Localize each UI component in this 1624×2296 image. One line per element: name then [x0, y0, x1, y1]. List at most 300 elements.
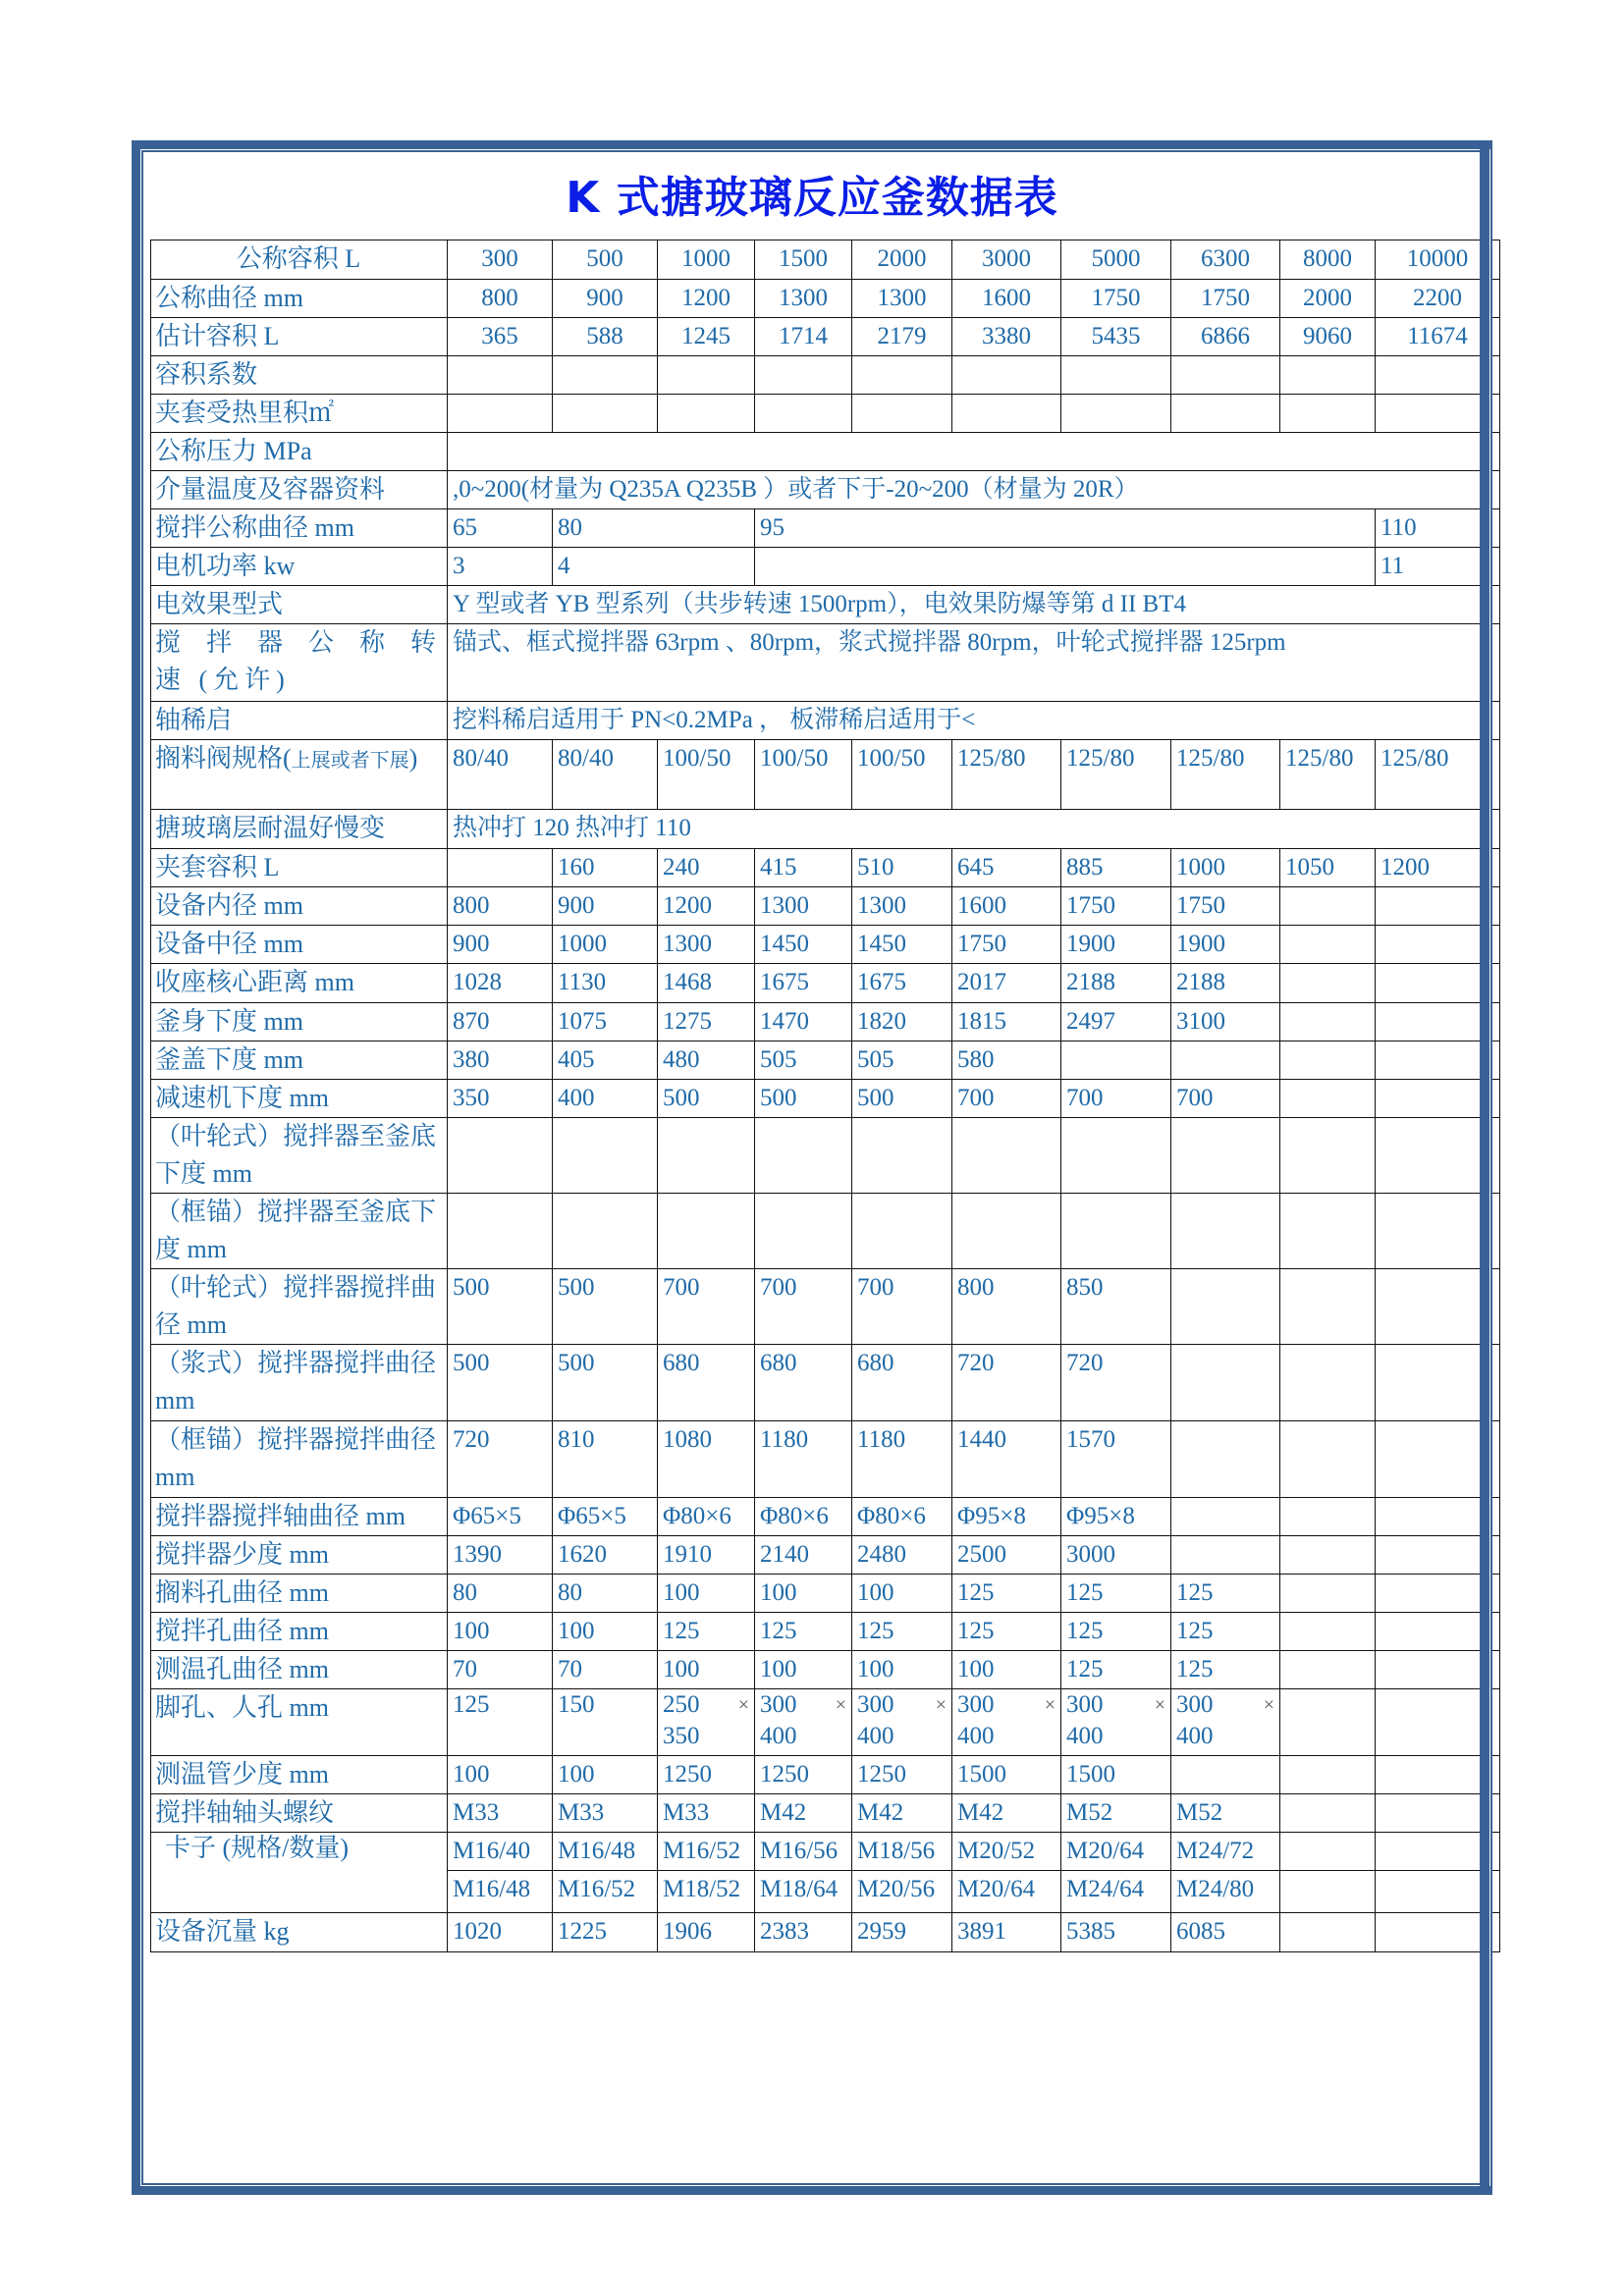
value-cell: 100/50 — [755, 740, 852, 810]
value-cell: M52 — [1061, 1794, 1171, 1833]
row-medium-temperature — [151, 471, 1500, 509]
value-cell: 1750 — [1171, 280, 1280, 318]
value-cell: Y 型或者 YB 型系列（共步转速 1500rpm），电效果防爆等第 d II BT4 — [448, 586, 1500, 624]
value-cell: 热冲打 120 热冲打 110 — [448, 810, 1500, 849]
dimension-a: 300 — [1066, 1691, 1104, 1718]
dimension-a: 300 — [957, 1691, 995, 1718]
value-cell: M42 — [852, 1794, 952, 1833]
value-cell: ,0~200(材量为 Q235A Q235B ）或者下于-20~200（材量为 20R） — [448, 471, 1500, 509]
value-cell: M16/48 — [448, 1871, 553, 1913]
value-cell: 2179 — [852, 318, 952, 356]
value-cell: 1906 — [658, 1913, 755, 1952]
value-cell: 1900 — [1061, 926, 1171, 964]
value-cell: 680 — [755, 1345, 852, 1421]
times-sign: × — [935, 1694, 947, 1716]
empty-cell — [1280, 395, 1376, 433]
value-cell: 100 — [658, 1575, 755, 1613]
value-cell: 100 — [448, 1613, 553, 1651]
value-cell: 800 — [448, 887, 553, 926]
value-cell — [1280, 1913, 1376, 1952]
times-sign: × — [1263, 1694, 1274, 1716]
value-cell: 700 — [1171, 1080, 1280, 1118]
value-cell: 505 — [755, 1041, 852, 1080]
value-cell: 1225 — [553, 1913, 658, 1952]
value-cell: 100 — [755, 1651, 852, 1689]
empty-cell — [448, 356, 553, 395]
value-cell: 2000 — [1280, 280, 1376, 318]
value-cell: Φ65×5 — [553, 1498, 658, 1536]
value-cell: 160 — [553, 849, 658, 887]
row-shaft-thread — [151, 1794, 1500, 1833]
value-cell: 5385 — [1061, 1913, 1171, 1952]
value-cell: 1750 — [1061, 280, 1171, 318]
value-cell: 9060 — [1280, 318, 1376, 356]
empty-cell — [852, 1118, 952, 1194]
label-end: ) — [408, 744, 418, 773]
value-cell: 65 — [448, 509, 553, 548]
value-cell: 850 — [1061, 1269, 1171, 1345]
value-cell — [1061, 1041, 1171, 1080]
row-nominal-diameter — [151, 280, 1500, 318]
dimension-a: 150 — [558, 1691, 595, 1718]
empty-cell — [658, 1118, 755, 1194]
value-cell: M24/80 — [1171, 1871, 1280, 1913]
value-cell: 2017 — [952, 964, 1061, 1003]
value-cell: 1300 — [755, 280, 852, 318]
value-cell: 100 — [658, 1651, 755, 1689]
value-cell: 1300 — [852, 887, 952, 926]
value-cell: M33 — [448, 1794, 553, 1833]
value-cell: M52 — [1171, 1794, 1280, 1833]
value-cell: 1675 — [852, 964, 952, 1003]
row-label: 搅拌器搅拌轴曲径 mm — [151, 1498, 448, 1536]
dimension-b: 400 — [760, 1723, 797, 1749]
value-cell: 3100 — [1171, 1003, 1280, 1041]
value-cell: 1180 — [755, 1421, 852, 1498]
row-volume-coefficient — [151, 356, 1500, 395]
row-equipment-weight — [151, 1913, 1500, 1952]
row-label: 测温孔曲径 mm — [151, 1651, 448, 1689]
row-label: 减速机下度 mm — [151, 1080, 448, 1118]
times-sign: × — [835, 1694, 846, 1716]
value-cell: 100 — [952, 1651, 1061, 1689]
value-cell: 900 — [553, 280, 658, 318]
value-cell — [755, 1689, 852, 1756]
row-temp-tube-length — [151, 1756, 1500, 1794]
row-label — [151, 740, 448, 810]
row-label: 公称压力 MPa — [151, 433, 448, 471]
empty-cell — [658, 1194, 755, 1269]
empty-cell — [448, 1194, 553, 1269]
value-cell: 125 — [1061, 1575, 1171, 1613]
row-nominal-volume — [151, 240, 1500, 280]
row-motor-power — [151, 548, 1500, 586]
row-paddle-diameter — [151, 1345, 1500, 1421]
value-cell — [1280, 964, 1376, 1003]
empty-cell — [852, 395, 952, 433]
value-cell: 2500 — [952, 1536, 1061, 1575]
value-cell: M20/52 — [952, 1833, 1061, 1871]
value-cell — [448, 1689, 553, 1756]
row-label: 搪玻璃层耐温好慢变 — [151, 810, 448, 849]
value-cell: 4 — [553, 548, 755, 586]
value-cell: 505 — [852, 1041, 952, 1080]
value-cell: 580 — [952, 1041, 1061, 1080]
row-jacket-volume — [151, 849, 1500, 887]
value-cell: 80 — [553, 509, 755, 548]
value-cell: Φ80×6 — [755, 1498, 852, 1536]
value-cell: 1000 — [1171, 849, 1280, 887]
empty-cell — [852, 356, 952, 395]
empty-cell — [952, 356, 1061, 395]
value-cell: 870 — [448, 1003, 553, 1041]
value-cell — [1171, 1498, 1280, 1536]
value-cell — [1061, 1689, 1171, 1756]
value-cell — [1171, 1536, 1280, 1575]
dimension-b: 400 — [857, 1723, 894, 1749]
empty-cell — [448, 1118, 553, 1194]
value-cell: M20/56 — [852, 1871, 952, 1913]
row-anchor-to-bottom — [151, 1194, 1500, 1269]
value-cell: M42 — [952, 1794, 1061, 1833]
value-cell: 1000 — [553, 926, 658, 964]
empty-cell — [1171, 1118, 1280, 1194]
value-cell — [1280, 1269, 1376, 1345]
value-cell: 645 — [952, 849, 1061, 887]
value-cell: 125/80 — [1061, 740, 1171, 810]
value-cell: 5000 — [1061, 240, 1171, 280]
row-label: 公称容积 L — [151, 240, 448, 280]
label-main: 搁料阀规格( — [155, 744, 292, 773]
value-cell: 500 — [553, 1345, 658, 1421]
value-cell: 1910 — [658, 1536, 755, 1575]
value-cell: 6300 — [1171, 240, 1280, 280]
value-cell: 2140 — [755, 1536, 852, 1575]
value-cell: 125/80 — [1171, 740, 1280, 810]
value-cell: M33 — [553, 1794, 658, 1833]
row-seat-center-distance — [151, 964, 1500, 1003]
row-reducer-height — [151, 1080, 1500, 1118]
page-border-right-line — [1489, 149, 1490, 2186]
value-cell: 2188 — [1061, 964, 1171, 1003]
row-label: （浆式）搅拌器搅拌曲径 mm — [151, 1345, 448, 1421]
value-cell: 365 — [448, 318, 553, 356]
value-cell: 400 — [553, 1080, 658, 1118]
empty-cell — [658, 395, 755, 433]
value-cell — [658, 1689, 755, 1756]
value-cell: 1275 — [658, 1003, 755, 1041]
value-cell: 125 — [1171, 1575, 1280, 1613]
value-cell: 1820 — [852, 1003, 952, 1041]
empty-cell — [1171, 395, 1280, 433]
row-impeller-to-bottom — [151, 1118, 1500, 1194]
value-cell: M33 — [658, 1794, 755, 1833]
value-cell: 1714 — [755, 318, 852, 356]
value-cell: 80/40 — [448, 740, 553, 810]
value-cell — [1171, 1689, 1280, 1756]
row-label: 介量温度及容器资料 — [151, 471, 448, 509]
value-cell: M24/64 — [1061, 1871, 1171, 1913]
row-estimated-volume — [151, 318, 1500, 356]
value-cell — [1280, 1498, 1376, 1536]
empty-cell — [1171, 1194, 1280, 1269]
value-cell: 80 — [448, 1575, 553, 1613]
dimension-b: 400 — [1066, 1723, 1104, 1749]
row-label: 搅 拌 器 公 称 转 速 (允许) — [151, 624, 448, 702]
value-cell: Φ80×6 — [658, 1498, 755, 1536]
row-mid-diameter — [151, 926, 1500, 964]
row-label: 设备沉量 kg — [151, 1913, 448, 1952]
value-cell: 挖料稀启适用于 PN<0.2MPa ， 板滞稀启适用于< — [448, 702, 1500, 740]
value-cell: 1600 — [952, 280, 1061, 318]
value-cell: 1500 — [952, 1756, 1061, 1794]
value-cell: 100 — [852, 1651, 952, 1689]
value-cell — [1280, 1575, 1376, 1613]
value-cell — [1171, 1269, 1280, 1345]
empty-cell — [755, 395, 852, 433]
row-label: 公称曲径 mm — [151, 280, 448, 318]
value-cell — [448, 849, 553, 887]
dimension-a: 300 — [760, 1691, 797, 1718]
value-cell: 1390 — [448, 1536, 553, 1575]
value-cell: Φ65×5 — [448, 1498, 553, 1536]
value-cell: 1300 — [658, 926, 755, 964]
value-cell: M20/64 — [952, 1871, 1061, 1913]
value-cell: 500 — [658, 1080, 755, 1118]
value-cell: Φ80×6 — [852, 1498, 952, 1536]
value-cell: 100/50 — [658, 740, 755, 810]
value-cell: Φ95×8 — [1061, 1498, 1171, 1536]
value-cell — [1280, 1794, 1376, 1833]
value-cell: 500 — [852, 1080, 952, 1118]
empty-cell — [1061, 356, 1171, 395]
value-cell: 8000 — [1280, 240, 1376, 280]
value-cell: 800 — [448, 280, 553, 318]
value-cell — [1280, 1756, 1376, 1794]
value-cell: 1028 — [448, 964, 553, 1003]
value-cell: 700 — [852, 1269, 952, 1345]
dimension-a: 300 — [1176, 1691, 1214, 1718]
row-label: （叶轮式）搅拌器至釜底下度 mm — [151, 1118, 448, 1194]
row-body-height — [151, 1003, 1500, 1041]
value-cell: 2000 — [852, 240, 952, 280]
row-label: 估计容积 L — [151, 318, 448, 356]
value-cell: 500 — [553, 240, 658, 280]
empty-cell — [448, 433, 1500, 471]
value-cell: M16/52 — [658, 1833, 755, 1871]
value-cell: 1500 — [1061, 1756, 1171, 1794]
row-label: （叶轮式）搅拌器搅拌曲径 mm — [151, 1269, 448, 1345]
value-cell: 2383 — [755, 1913, 852, 1952]
value-cell: 1600 — [952, 887, 1061, 926]
value-cell: 510 — [852, 849, 952, 887]
value-cell: 3 — [448, 548, 553, 586]
value-cell: 100 — [755, 1575, 852, 1613]
value-cell: M24/72 — [1171, 1833, 1280, 1871]
value-cell: 1200 — [658, 280, 755, 318]
row-label: 电机功率 kw — [151, 548, 448, 586]
value-cell: 1675 — [755, 964, 852, 1003]
value-cell: 100 — [852, 1575, 952, 1613]
value-cell: 1200 — [658, 887, 755, 926]
row-label: 夹套受热里积㎡ — [151, 395, 448, 433]
value-cell: 1080 — [658, 1421, 755, 1498]
page-border-right — [1480, 140, 1492, 2195]
value-cell: 95 — [755, 509, 1376, 548]
row-label: 电效果型式 — [151, 586, 448, 624]
row-label: 夹套容积 L — [151, 849, 448, 887]
value-cell: 2497 — [1061, 1003, 1171, 1041]
row-label: 搅拌轴轴头螺纹 — [151, 1794, 448, 1833]
value-cell — [952, 1689, 1061, 1756]
value-cell: M20/64 — [1061, 1833, 1171, 1871]
spec-table — [150, 240, 1500, 1952]
value-cell — [1171, 1421, 1280, 1498]
value-cell: 700 — [658, 1269, 755, 1345]
row-stirrer-length — [151, 1536, 1500, 1575]
value-cell: 500 — [448, 1345, 553, 1421]
value-cell: 3891 — [952, 1913, 1061, 1952]
empty-cell — [755, 1194, 852, 1269]
row-motor-type — [151, 586, 1500, 624]
empty-cell — [553, 1118, 658, 1194]
value-cell: 5435 — [1061, 318, 1171, 356]
empty-cell — [1171, 356, 1280, 395]
row-label: 搅拌公称曲径 mm — [151, 509, 448, 548]
value-cell: 80 — [553, 1575, 658, 1613]
value-cell: 6866 — [1171, 318, 1280, 356]
row-stir-hole — [151, 1613, 1500, 1651]
value-cell: 2480 — [852, 1536, 952, 1575]
row-label: （框锚）搅拌器至釜底下度 mm — [151, 1194, 448, 1269]
empty-cell — [1280, 1118, 1376, 1194]
value-cell: 100 — [448, 1756, 553, 1794]
value-cell: 1900 — [1171, 926, 1280, 964]
empty-cell — [658, 356, 755, 395]
row-impeller-diameter — [151, 1269, 1500, 1345]
times-sign: × — [737, 1694, 749, 1716]
row-label: 设备内径 mm — [151, 887, 448, 926]
value-cell: 500 — [553, 1269, 658, 1345]
value-cell: 500 — [755, 1080, 852, 1118]
value-cell: 1440 — [952, 1421, 1061, 1498]
row-label: 收座核心距离 mm — [151, 964, 448, 1003]
value-cell — [1280, 1651, 1376, 1689]
row-temp-hole — [151, 1651, 1500, 1689]
value-cell: 80/40 — [553, 740, 658, 810]
value-cell: 800 — [952, 1269, 1061, 1345]
empty-cell — [553, 356, 658, 395]
empty-cell — [1061, 1118, 1171, 1194]
value-cell — [1280, 1345, 1376, 1421]
row-stirrer-speed — [151, 624, 1500, 702]
value-cell: 720 — [448, 1421, 553, 1498]
value-cell: 1750 — [952, 926, 1061, 964]
row-inner-diameter — [151, 887, 1500, 926]
value-cell: 100 — [553, 1613, 658, 1651]
value-cell — [1280, 887, 1376, 926]
empty-cell — [755, 356, 852, 395]
value-cell: 1450 — [852, 926, 952, 964]
dimension-b: 400 — [1176, 1723, 1214, 1749]
row-label: 釜盖下度 mm — [151, 1041, 448, 1080]
value-cell — [1280, 1871, 1376, 1913]
value-cell: 1815 — [952, 1003, 1061, 1041]
value-cell: 900 — [553, 887, 658, 926]
value-cell: 3000 — [952, 240, 1061, 280]
row-jacket-heat-area — [151, 395, 1500, 433]
empty-cell — [952, 395, 1061, 433]
value-cell: 350 — [448, 1080, 553, 1118]
value-cell: 588 — [553, 318, 658, 356]
value-cell: 1620 — [553, 1536, 658, 1575]
empty-cell — [1061, 1194, 1171, 1269]
empty-cell — [448, 395, 553, 433]
value-cell: 3000 — [1061, 1536, 1171, 1575]
value-cell: 1130 — [553, 964, 658, 1003]
value-cell: 11674 — [1376, 318, 1500, 356]
value-cell: M18/64 — [755, 1871, 852, 1913]
dimension-b: 350 — [663, 1723, 700, 1749]
value-cell: 700 — [755, 1269, 852, 1345]
value-cell: 1200 — [1376, 849, 1500, 887]
empty-cell — [952, 1194, 1061, 1269]
value-cell: 10000 — [1376, 240, 1500, 280]
value-cell: 680 — [852, 1345, 952, 1421]
value-cell: 700 — [1061, 1080, 1171, 1118]
value-cell — [1280, 1080, 1376, 1118]
empty-cell — [1061, 395, 1171, 433]
value-cell: 810 — [553, 1421, 658, 1498]
value-cell: 720 — [1061, 1345, 1171, 1421]
value-cell — [1280, 1833, 1376, 1871]
row-label: 轴稀启 — [151, 702, 448, 740]
value-cell: 1180 — [852, 1421, 952, 1498]
value-cell: 125 — [1061, 1651, 1171, 1689]
value-cell: 1075 — [553, 1003, 658, 1041]
value-cell: 1468 — [658, 964, 755, 1003]
value-cell — [1280, 1536, 1376, 1575]
value-cell: 125 — [658, 1613, 755, 1651]
times-sign: × — [1154, 1694, 1165, 1716]
value-cell: 125 — [1061, 1613, 1171, 1651]
value-cell: 3380 — [952, 318, 1061, 356]
document-title: K 式搪玻璃反应釜数据表 — [566, 173, 1058, 223]
value-cell: 1450 — [755, 926, 852, 964]
value-cell — [755, 548, 1376, 586]
value-cell: M18/56 — [852, 1833, 952, 1871]
value-cell: 1470 — [755, 1003, 852, 1041]
value-cell — [1280, 1689, 1376, 1756]
value-cell: 885 — [1061, 849, 1171, 887]
value-cell: 1300 — [755, 887, 852, 926]
value-cell: 125/80 — [952, 740, 1061, 810]
value-cell: M16/52 — [553, 1871, 658, 1913]
empty-cell — [553, 1194, 658, 1269]
value-cell: 240 — [658, 849, 755, 887]
row-label: 搅拌器少度 mm — [151, 1536, 448, 1575]
row-label: 搅拌孔曲径 mm — [151, 1613, 448, 1651]
value-cell: 2188 — [1171, 964, 1280, 1003]
value-cell: 480 — [658, 1041, 755, 1080]
value-cell — [1280, 1613, 1376, 1651]
times-sign: × — [1044, 1694, 1056, 1716]
value-cell: 125/80 — [1280, 740, 1376, 810]
value-cell — [1280, 926, 1376, 964]
label-note: 上展或者下展 — [291, 750, 409, 772]
empty-cell — [1280, 1194, 1376, 1269]
row-label: 脚孔、人孔 mm — [151, 1689, 448, 1756]
